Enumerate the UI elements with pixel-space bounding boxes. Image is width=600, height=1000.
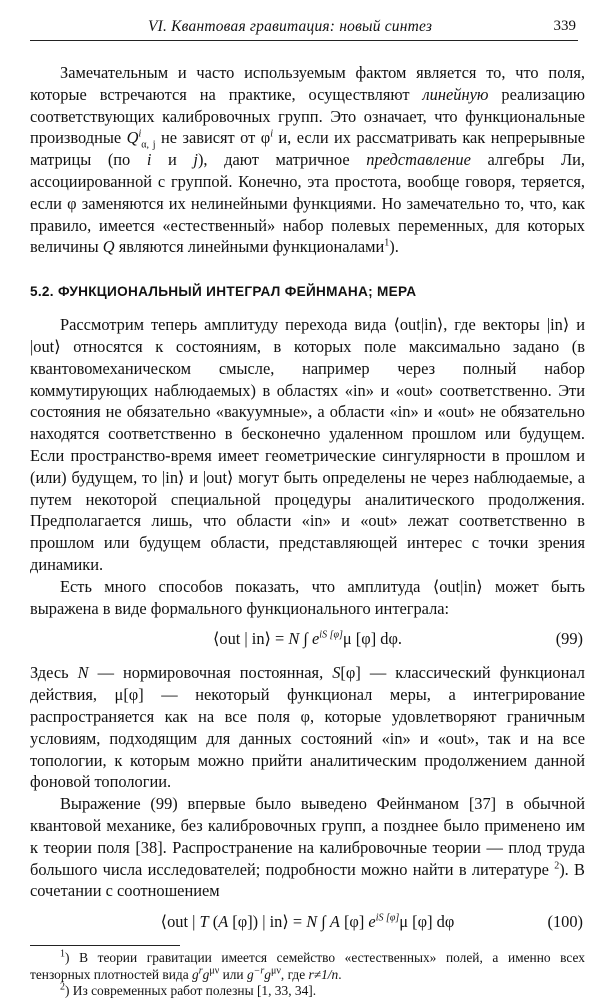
equation-100-number: (100)	[547, 912, 583, 932]
running-header	[30, 14, 578, 41]
footnote-ref-1: 1	[384, 237, 390, 249]
paragraph-amplitude: Рассмотрим теперь амплитуду перехода вида ⟨out|in⟩, где векторы |in⟩ и |out⟩ относятся к состояниям, в которых поле максимально задано (в квантовомеханическом смысле, например через полный набор коммутирующих наблюдаемых) в областях «in» и «out» соответственно. Эти состояния не обязательно «вакуумные», а области «in» и «out» не обязательно находятся соответственно в бесконечно удаленном прошлом или будущем. Если пространство-время имеет геометрические сингулярности в прошлом и (или) будущем, то |in⟩ и |out⟩ могут быть определены не через наблюдаемые, а путем некоторой специальной процедуры аналитического продолжения. Предполагается лишь, что области «in» и «out» лежат соответственно в прошлом или будущем области, представляющей интерес с точки зрения динамики.	[30, 315, 585, 574]
paragraph-definitions: Здесь N — нормировочная постоянная, S[φ] — классический функционал действия, μ[φ] — некоторый функционал меры, а интегрирование распространяется как на все поля φ, которые удовлетворяют граничным условиям, подходящим для данных состояний «in» и «out», так и на все топологии, к которым можно прийти аналитическим продолжением данной фоновой топологии.	[30, 663, 585, 792]
equation-100-expression: ⟨out | T (A [φ]) | in⟩ = N ∫ A [φ] $e^{iS [\varphi]}\mu$ [φ] dφ	[160, 912, 455, 932]
equation-100	[30, 911, 585, 935]
equation-99-number: (99)	[555, 629, 583, 649]
footnotes	[30, 950, 585, 1000]
footnote-divider	[30, 945, 180, 946]
paragraph-ways: Есть много способов показать, что амплитуда ⟨out|in⟩ может быть выражена в виде формального функционального интеграла:	[30, 576, 585, 618]
footnote-1: $^1$) В теории гравитации имеется семейство «естественных» полей, а именно всех тензорных плотностей вида $g^rg^{\mu\nu}$ или $g^{-r}g^{\mu\nu}$, где r≠1/n.	[30, 948, 585, 982]
equation-99	[30, 628, 585, 652]
paragraph-feynman: Выражение (99) впервые было выведено Фейнманом [37] в обычной квантовой механике, без калибровочных групп, а позднее было применено им к теории поля [38]. Распространение на калибровочные теории — плод труда большого числа исследователей; подробности можно найти в литературе $^2$). В сочетании с соотношением	[30, 794, 585, 901]
page-number: 339	[553, 18, 576, 34]
footnote-ref-2: 2	[554, 860, 560, 872]
footnote-2: $^2$) Из современных работ полезны [1, 33, 34].	[60, 981, 317, 999]
intro-paragraph: Замечательным и часто используемым фактом является то, что поля, которые встречаются на практике, осуществляют линейную реализацию соответствующих калибровочных групп. Это означает, что функциональные производные $Q^i_{\alpha, j}$ не зависят от $\varphi^i$ и, если их рассматривать как непрерывные матрицы (по i и j), дают матричное представление алгебры Ли, ассоциированной с группой. Конечно, эта простота, вообще говоря, теряется, если φ заменяются их нелинейными функциями. Но замечательно то, что, как правило, имеется «естественный» набор полевых переменных, для которых величины Q являются линейными функционалами$^1$).	[30, 63, 585, 257]
running-title: VI. Квантовая гравитация: новый синтез	[148, 18, 433, 35]
section-heading: 5.2. ФУНКЦИОНАЛЬНЫЙ ИНТЕГРАЛ ФЕЙНМАНА; МЕРА	[30, 284, 417, 300]
page-body	[30, 62, 585, 1000]
equation-99-expression: ⟨out | in⟩ = N ∫ $e^{iS [\varphi]}\mu$ [φ] dφ.	[212, 629, 403, 649]
